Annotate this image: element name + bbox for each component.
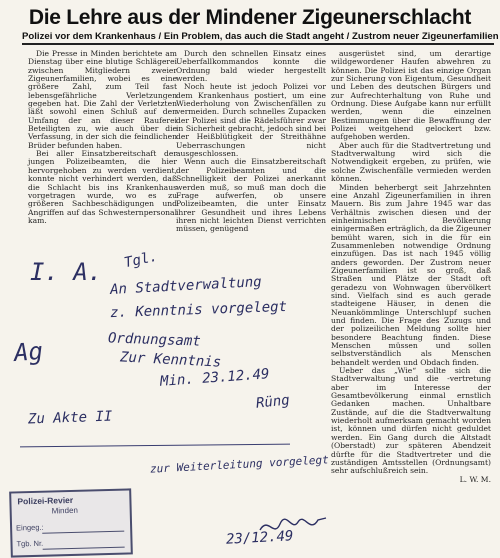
paragraph: Bei aller Einsatzbereitschaft der jungen Polizeibeamten, die hier hervorgehoben zu werden verdient, konnte nicht verhindert werden, daß die Schlacht bis ins Krankenhaus vorgetragen wurde, wo es zu größeren Sachbeschädigungen und Angriffen auf das Schwesternpersonal kam. [28, 149, 177, 225]
paragraph: Durch den schnellen Einsatz eines Ueberfallkommandos konnte die Ordnung bald wieder hergestellt werden. [176, 49, 326, 84]
stamp-subtitle: Minden [51, 505, 79, 516]
article-column-2 [176, 50, 326, 234]
handwritten-mark-ia: I. A. [30, 258, 103, 286]
stamp-field-journal: Tgb. Nr. [16, 538, 44, 549]
handwritten-line-4: Zur Kenntnis [119, 349, 222, 371]
paragraph: ausgerüstet sind, um derartige wildgewordener Haufen abwehren zu können. Die Polizei ist das einzige Organ zur Sicherung von Eigentum, Gesundheit und Leben des deutschen Bürgers und zur Aufrechterhaltung von Ruhe und Ordnung. Diese Aufgabe kann nur erfüllt werden, wenn die einzelnen Bestimmungen über die Bewaffnung der Polizei weitgehend gelockert bzw. aufgehoben werden. [331, 49, 491, 142]
handwritten-file-note: Zu Akte II [27, 408, 113, 428]
handwritten-line-1: An Stadtverwaltung [109, 274, 263, 298]
paragraph: Minden beherbergt seit Jahrzehnten eine Anzahl Zigeunerfamilien in ihren Mauern. Bis zum Jahre 1945 war das Verhältnis zwischen diesen und der einheimischen Bevölkerung einigermaßen erträglich, da die Zigeuner bemüht waren, sich in die für ein Zusammenleben notwendige Ordnung einzufügen. Das ist nach 1945 völlig anders geworden. Der Zustrom neuer Zigeunerfamilien ist so groß, daß Straßen und Plätze der Stadt oft geradezu von Wohnwagen übervölkert sind. Vielfach sind es auch gerade stadteigene Häuser, in denen die Neuankömmlinge Unterschlupf suchen und finden. Die Frage des Zuzugs und der polizeilichen Meldung sollte hier besondere Beachtung finden. Diese Menschen müssen und sollen selbstverständlich als Menschen behandelt werden und Obdach finden. [331, 182, 491, 367]
paragraph: Aber auch für die Stadtvertretung und Stadtverwaltung wird sich die Notwendigkeit ergeben, zu prüfen, wie solche Zwischenfälle vermieden werden können. [331, 140, 491, 184]
article-headline: Die Lehre aus der Mindener Zigeunerschlacht [28, 6, 472, 29]
article-column-3 [331, 50, 491, 484]
stamp-rule [42, 531, 124, 534]
paragraph: Ueber das „Wie“ sollte sich die Stadtverwaltung und die -vertretung aber im Interesse der Gesamtbevölkerung einmal ernstlich Gedanken machen. Unhaltbare Zustände, auf die die Stadtverwaltung wiederholt aufmerksam gemacht worden ist, können und dürfen nicht geduldet werden. Ein Gang durch die Altstadt (Oberstadt) zur späteren Abendzeit dürfte für die Stadtvertreter und die zuständigen Amtsstellen (Ordnungsamt) sehr aufschlußreich sein. [331, 366, 491, 476]
stamp-rule [43, 547, 125, 550]
paragraph: Wenn auch die Einsatzbereitschaft der Polizeibeamten und die Schnelligkeit der Polizei anerkannt werden muß, so muß man doch die Frage aufwerfen, ob unsere Polizeibeamten, die unter Einsatz ihrer Gesundheit und ihres Lebens ihren nicht leichten Dienst verrichten müssen, genügend [176, 157, 326, 234]
stamp-field-received: Eingeg.: [15, 522, 44, 533]
handwritten-date-2: 23/12.49 [225, 528, 294, 548]
handwritten-date-1: Min. 23.12.49 [159, 366, 271, 390]
handwritten-line-3: Ordnungsamt [107, 330, 201, 350]
article-column-1 [28, 50, 177, 225]
handwritten-mark-top2: Tgl. [122, 248, 160, 272]
handwritten-line-7: zur Weiterleitung vorgelegt [149, 453, 330, 476]
handwritten-underline [20, 444, 290, 448]
handwritten-mark-left: Ag [13, 337, 44, 367]
article-subheadline: Polizei vor dem Krankenhaus / Ein Problem, das auch die Stadt angeht / Zustrom neuer Zigeunerfamilien [22, 31, 494, 45]
stamp-title: Polizei-Revier [17, 494, 74, 507]
paragraph: Die Presse in Minden berichtete am Dienstag über eine blutige Schlägerei zwischen Mitgliedern zweier Zigeunerfamilien, wobei es eine größere Zahl, zum Teil fast lebensgefährliche Verletzungen gegeben hat. Die Zahl der Verletzten läßt sowohl einen Schluß auf den Umfang der an dieser Rauferei Beteiligten zu, wie auch über die Verfassung, in der sich die feindlichen Brüder befunden haben. [28, 49, 177, 150]
paragraph: Noch heute ist jedoch Polizei vor dem Krankenhaus postiert, um eine Wiederholung von Zwischenfällen zu vermeiden. Durch schnelles Zupacken der Polizei sind die Rädelsführer zwar in Sicherheit gebracht, jedoch sind bei der Heißblütigkeit der Streithähne Ueberraschungen nicht ausgeschlossen. [176, 82, 326, 159]
handwritten-line-2: z. Kenntnis vorgelegt [109, 298, 288, 322]
handwritten-initials: Rüng [255, 392, 291, 412]
handwritten-signature [258, 512, 328, 538]
police-stamp [9, 488, 133, 557]
article-signature: L. W. M. [459, 474, 491, 484]
